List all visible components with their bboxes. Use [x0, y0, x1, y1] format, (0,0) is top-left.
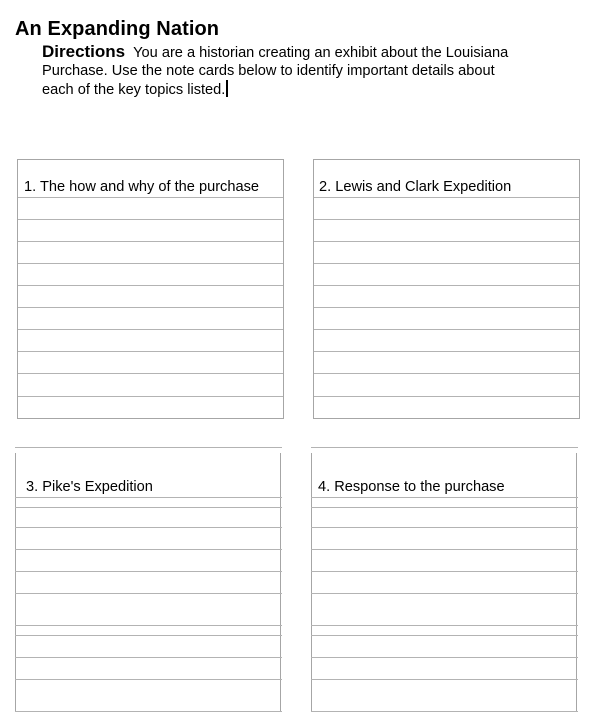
note-line [18, 197, 283, 198]
note-card-1[interactable] [17, 159, 284, 419]
note-card-title: 3. Pike's Expedition [26, 479, 153, 495]
note-line [311, 571, 578, 572]
note-line [15, 679, 282, 680]
note-line [18, 307, 283, 308]
note-line [314, 329, 579, 330]
note-card-3[interactable] [15, 447, 282, 713]
note-line [15, 549, 282, 550]
note-line [311, 507, 578, 508]
note-line [311, 657, 578, 658]
note-line [314, 351, 579, 352]
note-line [311, 549, 578, 550]
note-line [18, 285, 283, 286]
card-left-border [311, 453, 312, 711]
note-line [18, 373, 283, 374]
note-line [15, 507, 282, 508]
card-right-border [576, 453, 577, 711]
note-line [18, 396, 283, 397]
note-line [15, 635, 282, 636]
note-line [18, 263, 283, 264]
note-line [314, 373, 579, 374]
card-right-border [280, 453, 281, 711]
note-line [15, 527, 282, 528]
directions-label: Directions [42, 42, 126, 61]
note-line [314, 263, 579, 264]
note-card-2[interactable] [313, 159, 580, 419]
card-top-border [311, 447, 578, 448]
note-line [15, 497, 282, 498]
directions-block[interactable] [42, 43, 512, 99]
note-line [311, 711, 578, 712]
note-line [311, 527, 578, 528]
note-line [311, 497, 578, 498]
note-line [314, 307, 579, 308]
note-line [15, 593, 282, 594]
note-line [314, 197, 579, 198]
note-card-title: 1. The how and why of the purchase [24, 179, 260, 195]
note-line [311, 679, 578, 680]
note-card-4[interactable] [311, 447, 578, 713]
note-line [311, 635, 578, 636]
note-line [18, 329, 283, 330]
text-cursor [226, 80, 228, 97]
note-card-title: 4. Response to the purchase [318, 479, 505, 495]
note-line [314, 219, 579, 220]
note-line [18, 241, 283, 242]
directions-text: You are a historian creating an exhibit about the Louisiana Purchase. Use the note cards below to identify important details about each of the key topics listed. [42, 45, 509, 98]
note-line [314, 285, 579, 286]
note-line [18, 351, 283, 352]
card-left-border [15, 453, 16, 711]
note-line [311, 593, 578, 594]
note-line [15, 571, 282, 572]
note-line [314, 241, 579, 242]
note-line [15, 657, 282, 658]
note-card-title: 2. Lewis and Clark Expedition [319, 179, 512, 195]
card-top-border [15, 447, 282, 448]
note-line [311, 625, 578, 626]
note-line [15, 711, 282, 712]
page-title: An Expanding Nation [15, 18, 220, 40]
note-line [18, 219, 283, 220]
note-line [15, 625, 282, 626]
note-line [314, 396, 579, 397]
